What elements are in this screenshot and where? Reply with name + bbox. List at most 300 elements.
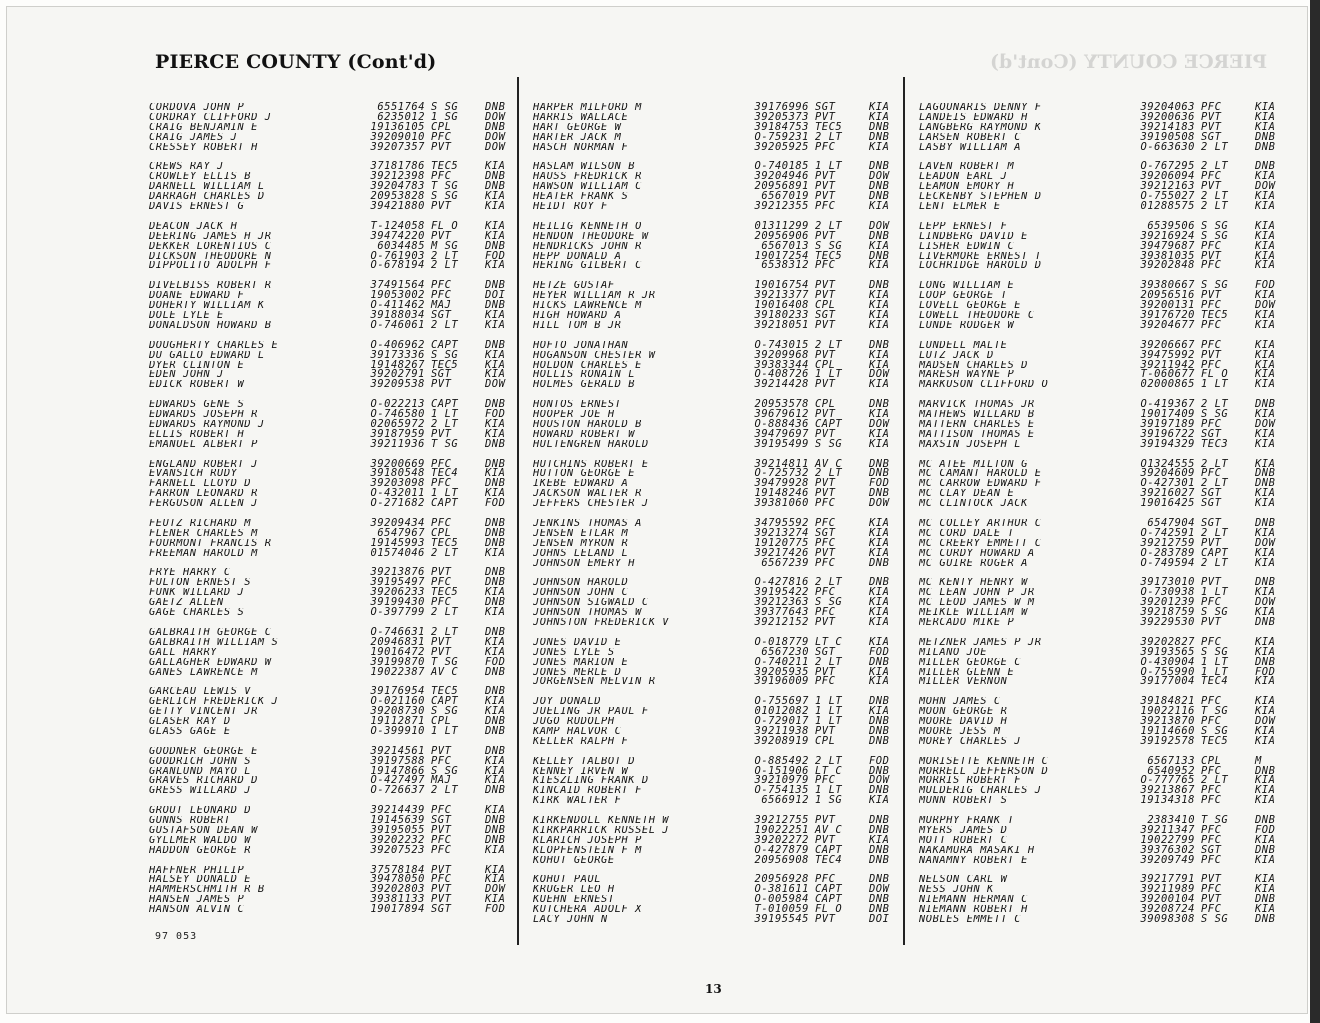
entry-status: DNB (869, 724, 890, 737)
entry-name: HADDON GEORGE R (149, 845, 252, 856)
entry-serial-number: 39204609 (1140, 467, 1195, 480)
entry-serial-number: O-729017 (754, 715, 809, 728)
entry-serial-number: 39212759 (1140, 536, 1195, 549)
entry-rank: PVT (815, 833, 836, 846)
entry-rank: 2 LT (1201, 526, 1229, 539)
roster-entry (919, 598, 1287, 608)
entry-name: MILLER GLENN E (919, 667, 1015, 678)
entry-serial-number: O-005984 (754, 893, 809, 906)
entry-name: IKEBE EDWARD A (533, 479, 629, 490)
entry-serial-number: 39208730 (370, 705, 425, 718)
entry-status: DNB (869, 843, 890, 856)
entry-serial-number: 39202272 (754, 833, 809, 846)
entry-name: GERLICH FREDERICK J (149, 697, 279, 708)
entry-rank: PFC (815, 140, 836, 153)
entry-name: MARKUSON CLIFFORD O (919, 380, 1049, 391)
entry-name: KUTCHERA ADOLF X (533, 905, 642, 916)
entry-status: KIA (869, 616, 890, 628)
entry-status: KIA (485, 705, 506, 718)
entry-rank: PFC (1201, 239, 1222, 252)
entry-name: JONES MARION E (533, 657, 629, 668)
roster-entry (533, 239, 901, 252)
roster-group (533, 578, 901, 628)
roster-entry (919, 516, 1287, 529)
entry-rank: CPL (1201, 754, 1222, 767)
entry-rank: PVT (815, 427, 836, 440)
entry-serial-number: 39211989 (1140, 883, 1195, 896)
entry-name: MC CLINTOCK JACK (919, 499, 1028, 510)
entry-status: DNB (869, 190, 890, 203)
entry-name: MORISETTE KENNETH C (919, 756, 1049, 767)
entry-rank: S SG (431, 348, 459, 361)
entry-serial-number: O-761903 (370, 249, 425, 262)
entry-rank: PFC (815, 586, 836, 599)
entry-serial-number: 19114660 (1140, 724, 1195, 737)
entry-status: DNB (869, 457, 890, 470)
entry-serial-number: 39176996 (754, 101, 809, 113)
entry-rank: PFC (1201, 101, 1222, 113)
entry-name: CORDOVA JOHN P (149, 103, 245, 113)
roster-entry (919, 358, 1287, 371)
entry-rank: S SG (815, 437, 843, 450)
roster-group (533, 697, 901, 747)
roster-group (919, 635, 1287, 688)
entry-name: GOODRICH JOHN S (149, 756, 252, 767)
entry-serial-number: O-018779 (754, 635, 809, 648)
entry-rank: PFC (431, 477, 452, 490)
roster-entry (149, 358, 517, 371)
entry-serial-number: 19112871 (370, 715, 425, 728)
roster-entry (149, 308, 517, 321)
entry-name: CROWLEY ELLIS B (149, 172, 252, 183)
entry-name: LONG WILLIAM E (919, 281, 1015, 292)
entry-status: DNB (869, 398, 890, 411)
entry-rank: PVT (815, 180, 836, 193)
roster-entry (533, 843, 901, 856)
entry-rank: 2 LT (431, 259, 459, 272)
roster-entry (533, 734, 901, 747)
entry-rank: SGT (1201, 427, 1222, 440)
entry-name: HERING GILBERT C (533, 261, 642, 272)
entry-status: KIA (485, 804, 506, 817)
roster-entry (149, 536, 517, 549)
entry-serial-number: 19145639 (370, 814, 425, 827)
entry-rank: PFC (431, 457, 452, 470)
entry-name: HASCH NORMAN F (533, 142, 629, 153)
entry-rank: 1 LT (431, 408, 459, 421)
roster-entry (919, 833, 1287, 846)
entry-status: DNB (485, 566, 506, 579)
entry-status: KIA (1255, 427, 1276, 440)
entry-serial-number: O-022213 (370, 398, 425, 411)
entry-status: DNB (485, 526, 506, 539)
entry-serial-number: 6567019 (761, 190, 809, 203)
entry-name: HENDON THEODORE W (533, 231, 649, 242)
entry-serial-number: 39173010 (1140, 576, 1195, 589)
entry-status: KIA (485, 368, 506, 381)
entry-name: JACKSON WALTER R (533, 489, 642, 500)
roster-entry (533, 110, 901, 123)
roster-entry (149, 516, 517, 529)
roster-entry (149, 182, 517, 192)
roster-entry (919, 410, 1287, 420)
entry-serial-number: O-271682 (370, 497, 425, 510)
entry-rank: PVT (431, 200, 452, 213)
entry-rank: PFC (815, 675, 836, 688)
entry-rank: FL O (815, 903, 843, 916)
entry-rank: 2 LT (431, 625, 459, 638)
entry-status: DNB (1255, 814, 1276, 827)
entry-serial-number: 39213870 (1140, 715, 1195, 728)
entry-name: KRUGER LEO H (533, 885, 615, 896)
entry-name: JOHNSON SIGWALD C (533, 598, 649, 609)
entry-name: GUSTAFSON DEAN W (149, 825, 258, 836)
roster-entry (149, 697, 517, 707)
entry-status: KIA (869, 348, 890, 361)
entry-serial-number: 39202803 (370, 883, 425, 896)
roster-entry (919, 489, 1287, 499)
roster-entry (533, 172, 901, 182)
entry-status: DOW (869, 417, 890, 430)
roster-entry (149, 281, 517, 291)
entry-rank: PVT (1201, 893, 1222, 906)
entry-serial-number: O-743015 (754, 338, 809, 351)
entry-name: JOHNSON JOHN C (533, 588, 629, 599)
entry-status: DNB (1255, 655, 1276, 668)
roster-entry (919, 734, 1287, 747)
entry-name: DOLE LYLE E (149, 310, 224, 321)
roster-entry (149, 437, 517, 450)
entry-name: MC CAMANT HAROLD E (919, 469, 1042, 480)
entry-status: DNB (485, 477, 506, 490)
entry-name: HICKS LAWRENCE M (533, 301, 642, 311)
entry-status: DNB (1255, 477, 1276, 490)
roster-entry (533, 380, 901, 390)
entry-status: KIA (485, 467, 506, 480)
entry-status: KIA (1255, 101, 1276, 113)
entry-rank: PVT (815, 190, 836, 203)
roster-entry (149, 301, 517, 311)
roster-entry (149, 568, 517, 578)
entry-rank: PVT (1201, 110, 1222, 123)
entry-serial-number: 39211936 (370, 437, 425, 450)
entry-rank: S SG (1201, 645, 1229, 658)
entry-status: DNB (485, 724, 506, 737)
entry-name: EVANSICH RUDY (149, 469, 238, 480)
entry-rank: PFC (815, 606, 836, 619)
roster-entry (149, 764, 517, 777)
entry-rank: PFC (1201, 259, 1222, 272)
entry-status: KIA (1255, 497, 1276, 510)
entry-serial-number: 39197588 (370, 754, 425, 767)
entry-serial-number: 39214439 (370, 804, 425, 817)
entry-name: DARRAGH CHARLES D (149, 192, 265, 203)
entry-status: KIA (1255, 487, 1276, 500)
entry-rank: 2 LT (1201, 398, 1229, 411)
entry-rank: PFC (431, 804, 452, 817)
roster-entry (149, 655, 517, 668)
entry-status: DNB (869, 249, 890, 262)
entry-rank: AV C (431, 665, 459, 678)
entry-status: KIA (485, 487, 506, 500)
entry-name: KELLER RALPH F (533, 736, 629, 747)
entry-status: DOI (869, 913, 890, 926)
roster-group (533, 754, 901, 807)
entry-serial-number: O-755697 (754, 695, 809, 708)
entry-rank: S SG (431, 705, 459, 718)
entry-serial-number: 39479697 (754, 427, 809, 440)
entry-serial-number: 39180233 (754, 308, 809, 321)
entry-serial-number: 39194329 (1140, 437, 1195, 450)
entry-rank: SGT (1201, 516, 1222, 529)
entry-rank: CPL (815, 358, 836, 371)
entry-rank: PFC (431, 843, 452, 856)
entry-name: HEIDT ROY F (533, 202, 608, 212)
entry-serial-number: 39201239 (1140, 596, 1195, 609)
entry-name: DIPPOLITO ADOLPH F (149, 261, 272, 272)
entry-serial-number: 39204946 (754, 170, 809, 183)
entry-status: KIA (1255, 903, 1276, 916)
roster-group (533, 281, 901, 331)
entry-name: JOHNSON EMERY H (533, 558, 636, 569)
roster-entry (533, 281, 901, 291)
entry-status: DNB (869, 853, 890, 866)
entry-rank: 2 LT (1201, 774, 1229, 787)
entry-rank: 2 LT (815, 754, 843, 767)
entry-rank: PVT (815, 477, 836, 490)
entry-serial-number: O-408726 (754, 368, 809, 381)
roster-entry (533, 249, 901, 262)
entry-name: ENGLAND ROBERT J (149, 459, 258, 470)
entry-name: EDICK ROBERT W (149, 380, 245, 391)
entry-status: KIA (1255, 110, 1276, 123)
entry-serial-number: 39199430 (370, 596, 425, 609)
entry-status: KIA (869, 289, 890, 302)
entry-name: FULTON ERNEST S (149, 578, 252, 589)
entry-rank: TEC5 (1201, 734, 1229, 747)
entry-name: HILL TOM B JR (533, 320, 622, 331)
roster-entry (149, 588, 517, 598)
roster-entry (919, 140, 1287, 153)
entry-serial-number: T-010059 (754, 903, 809, 916)
entry-serial-number: 39479687 (1140, 239, 1195, 252)
roster-entry (149, 754, 517, 767)
roster-entry (533, 635, 901, 648)
entry-name: NIEMANN ROBERT H (919, 905, 1028, 916)
entry-rank: SGT (431, 368, 452, 381)
entry-serial-number: 39188034 (370, 308, 425, 321)
roster-entry (919, 905, 1287, 915)
entry-serial-number: 39195499 (754, 437, 809, 450)
entry-name: HUTCHINS ROBERT E (533, 459, 649, 470)
entry-name: JUELING JR PAUL F (533, 707, 649, 718)
entry-serial-number: 39203098 (370, 477, 425, 490)
entry-rank: CAPT (431, 398, 459, 411)
entry-rank: S SG (1201, 229, 1229, 242)
roster-entry (919, 370, 1287, 380)
roster-group (149, 400, 517, 450)
entry-name: DYER CLINTON E (149, 360, 245, 371)
entry-status: DNB (485, 239, 506, 252)
entry-serial-number: 39195422 (754, 586, 809, 599)
entry-rank: T SG (431, 437, 459, 450)
entry-name: LOWELL THEODORE C (919, 310, 1035, 321)
entry-status: KIA (869, 635, 890, 648)
roster-entry (533, 665, 901, 678)
roster-entry (533, 578, 901, 588)
roster-entry (149, 261, 517, 271)
entry-name: KLARICH JOSEPH P (533, 835, 642, 846)
bleed-through-title: PIERCE COUNTY (Cont'd) (989, 51, 1267, 73)
entry-rank: PVT (431, 427, 452, 440)
entry-status: DOW (869, 219, 890, 232)
entry-rank: PFC (431, 873, 452, 886)
roster-entry (533, 786, 901, 796)
entry-status: DNB (1255, 843, 1276, 856)
entry-name: HULTENGREN HAROLD (533, 439, 649, 450)
entry-name: MATTERN CHARLES E (919, 419, 1035, 430)
entry-name: HOLMES GERALD B (533, 380, 636, 391)
entry-name: FOURMONT FRANCIS R (149, 538, 272, 549)
entry-serial-number: 39200636 (1140, 110, 1195, 123)
entry-serial-number: 39200104 (1140, 893, 1195, 906)
column-divider-1 (517, 77, 519, 945)
entry-name: KENNEY IRVEN W (533, 766, 629, 777)
entry-serial-number: 39211347 (1140, 823, 1195, 836)
entry-name: HOWARD ROBERT W (533, 429, 636, 440)
entry-rank: PFC (431, 833, 452, 846)
entry-status: KIA (869, 101, 890, 113)
roster-entry (919, 162, 1287, 172)
roster-entry (533, 291, 901, 301)
entry-rank: PFC (1201, 833, 1222, 846)
roster-entry (149, 130, 517, 143)
entry-rank: PFC (431, 596, 452, 609)
entry-serial-number: 19022251 (754, 823, 809, 836)
entry-rank: PFC (815, 774, 836, 787)
entry-rank: SGT (431, 903, 452, 916)
entry-name: HOFTO JONATHAN (533, 340, 629, 351)
entry-serial-number: O-755990 (1140, 665, 1195, 678)
entry-rank: 2 LT (1201, 556, 1229, 569)
entry-rank: PVT (815, 378, 836, 391)
roster-column-1 (149, 103, 517, 925)
entry-status: DNB (1255, 160, 1276, 173)
roster-group (533, 635, 901, 688)
entry-serial-number: O-151906 (754, 764, 809, 777)
roster-group (149, 863, 517, 916)
roster-group (149, 457, 517, 510)
entry-status: DNB (869, 487, 890, 500)
entry-name: CORDRAY CLIFFORD J (149, 112, 272, 123)
entry-status: KIA (869, 526, 890, 539)
roster-entry (533, 776, 901, 786)
roster-entry (533, 895, 901, 905)
entry-serial-number: 19016408 (754, 299, 809, 312)
entry-rank: SGT (1201, 130, 1222, 143)
entry-serial-number: O-777765 (1140, 774, 1195, 787)
entry-rank: SGT (815, 101, 836, 113)
entry-name: MERCADO MIKE P (919, 618, 1015, 628)
entry-status: DNB (869, 229, 890, 242)
roster-group (919, 816, 1287, 866)
entry-status: KIA (485, 764, 506, 777)
entry-rank: CAPT (815, 893, 843, 906)
roster-entry (533, 358, 901, 371)
entry-status: KIA (869, 536, 890, 549)
entry-status: FOD (1255, 279, 1276, 292)
entry-name: GLASS GAGE E (149, 726, 231, 737)
roster-entry (533, 427, 901, 440)
roster-entry (533, 338, 901, 351)
entry-name: NANAMNY ROBERT E (919, 855, 1028, 866)
entry-status: KIA (1255, 408, 1276, 421)
entry-status: KIA (1255, 229, 1276, 242)
entry-rank: PVT (431, 893, 452, 906)
entry-name: EMANUEL ALBERT P (149, 439, 258, 450)
entry-name: ELLIS ROBERT H (149, 429, 245, 440)
entry-name: JOHNS LELAND L (533, 548, 629, 559)
roster-entry (533, 724, 901, 737)
entry-serial-number: 20946831 (370, 635, 425, 648)
entry-serial-number: O-427816 (754, 576, 809, 589)
entry-name: GALBRAITH WILLIAM S (149, 637, 279, 648)
entry-rank: T SG (1201, 814, 1229, 827)
roster-entry (919, 437, 1287, 450)
roster-group (149, 103, 517, 153)
roster-entry (919, 103, 1287, 113)
entry-rank: PVT (1201, 536, 1222, 549)
entry-serial-number: 6551764 (377, 101, 425, 113)
roster-group (533, 162, 901, 212)
entry-serial-number: 39209749 (1140, 853, 1195, 866)
entry-status: DOW (1255, 536, 1276, 549)
entry-rank: MAJ (431, 774, 452, 787)
entry-status: KIA (1255, 705, 1276, 718)
roster-entry (533, 229, 901, 242)
roster-group (149, 162, 517, 212)
entry-status: KIA (1255, 734, 1276, 747)
entry-serial-number: 39211938 (754, 724, 809, 737)
roster-entry (149, 786, 517, 796)
roster-group (149, 281, 517, 331)
entry-name: GUNNS ROBERT (149, 816, 231, 826)
roster-entry (533, 469, 901, 479)
roster-entry (533, 645, 901, 658)
entry-status: KIA (1255, 358, 1276, 371)
entry-serial-number: O-021160 (370, 695, 425, 708)
entry-serial-number: 39207357 (370, 140, 425, 153)
entry-rank: FL O (1201, 368, 1229, 381)
entry-serial-number: 39474220 (370, 229, 425, 242)
entry-serial-number: O-746580 (370, 408, 425, 421)
roster-entry (533, 308, 901, 321)
roster-entry (919, 499, 1287, 509)
entry-name: LINDBERG DAVID E (919, 231, 1028, 242)
roster-group (149, 219, 517, 272)
entry-serial-number: O-885492 (754, 754, 809, 767)
entry-rank: AV C (815, 823, 843, 836)
roster-group (533, 516, 901, 569)
entry-status: KIA (1255, 338, 1276, 351)
entry-name: LANGBERG RAYMOND K (919, 122, 1042, 133)
entry-status: DNB (869, 873, 890, 886)
roster-entry (533, 536, 901, 549)
roster-entry (149, 370, 517, 380)
entry-rank: PVT (815, 229, 836, 242)
entry-serial-number: O-740211 (754, 655, 809, 668)
roster-entry (533, 120, 901, 133)
